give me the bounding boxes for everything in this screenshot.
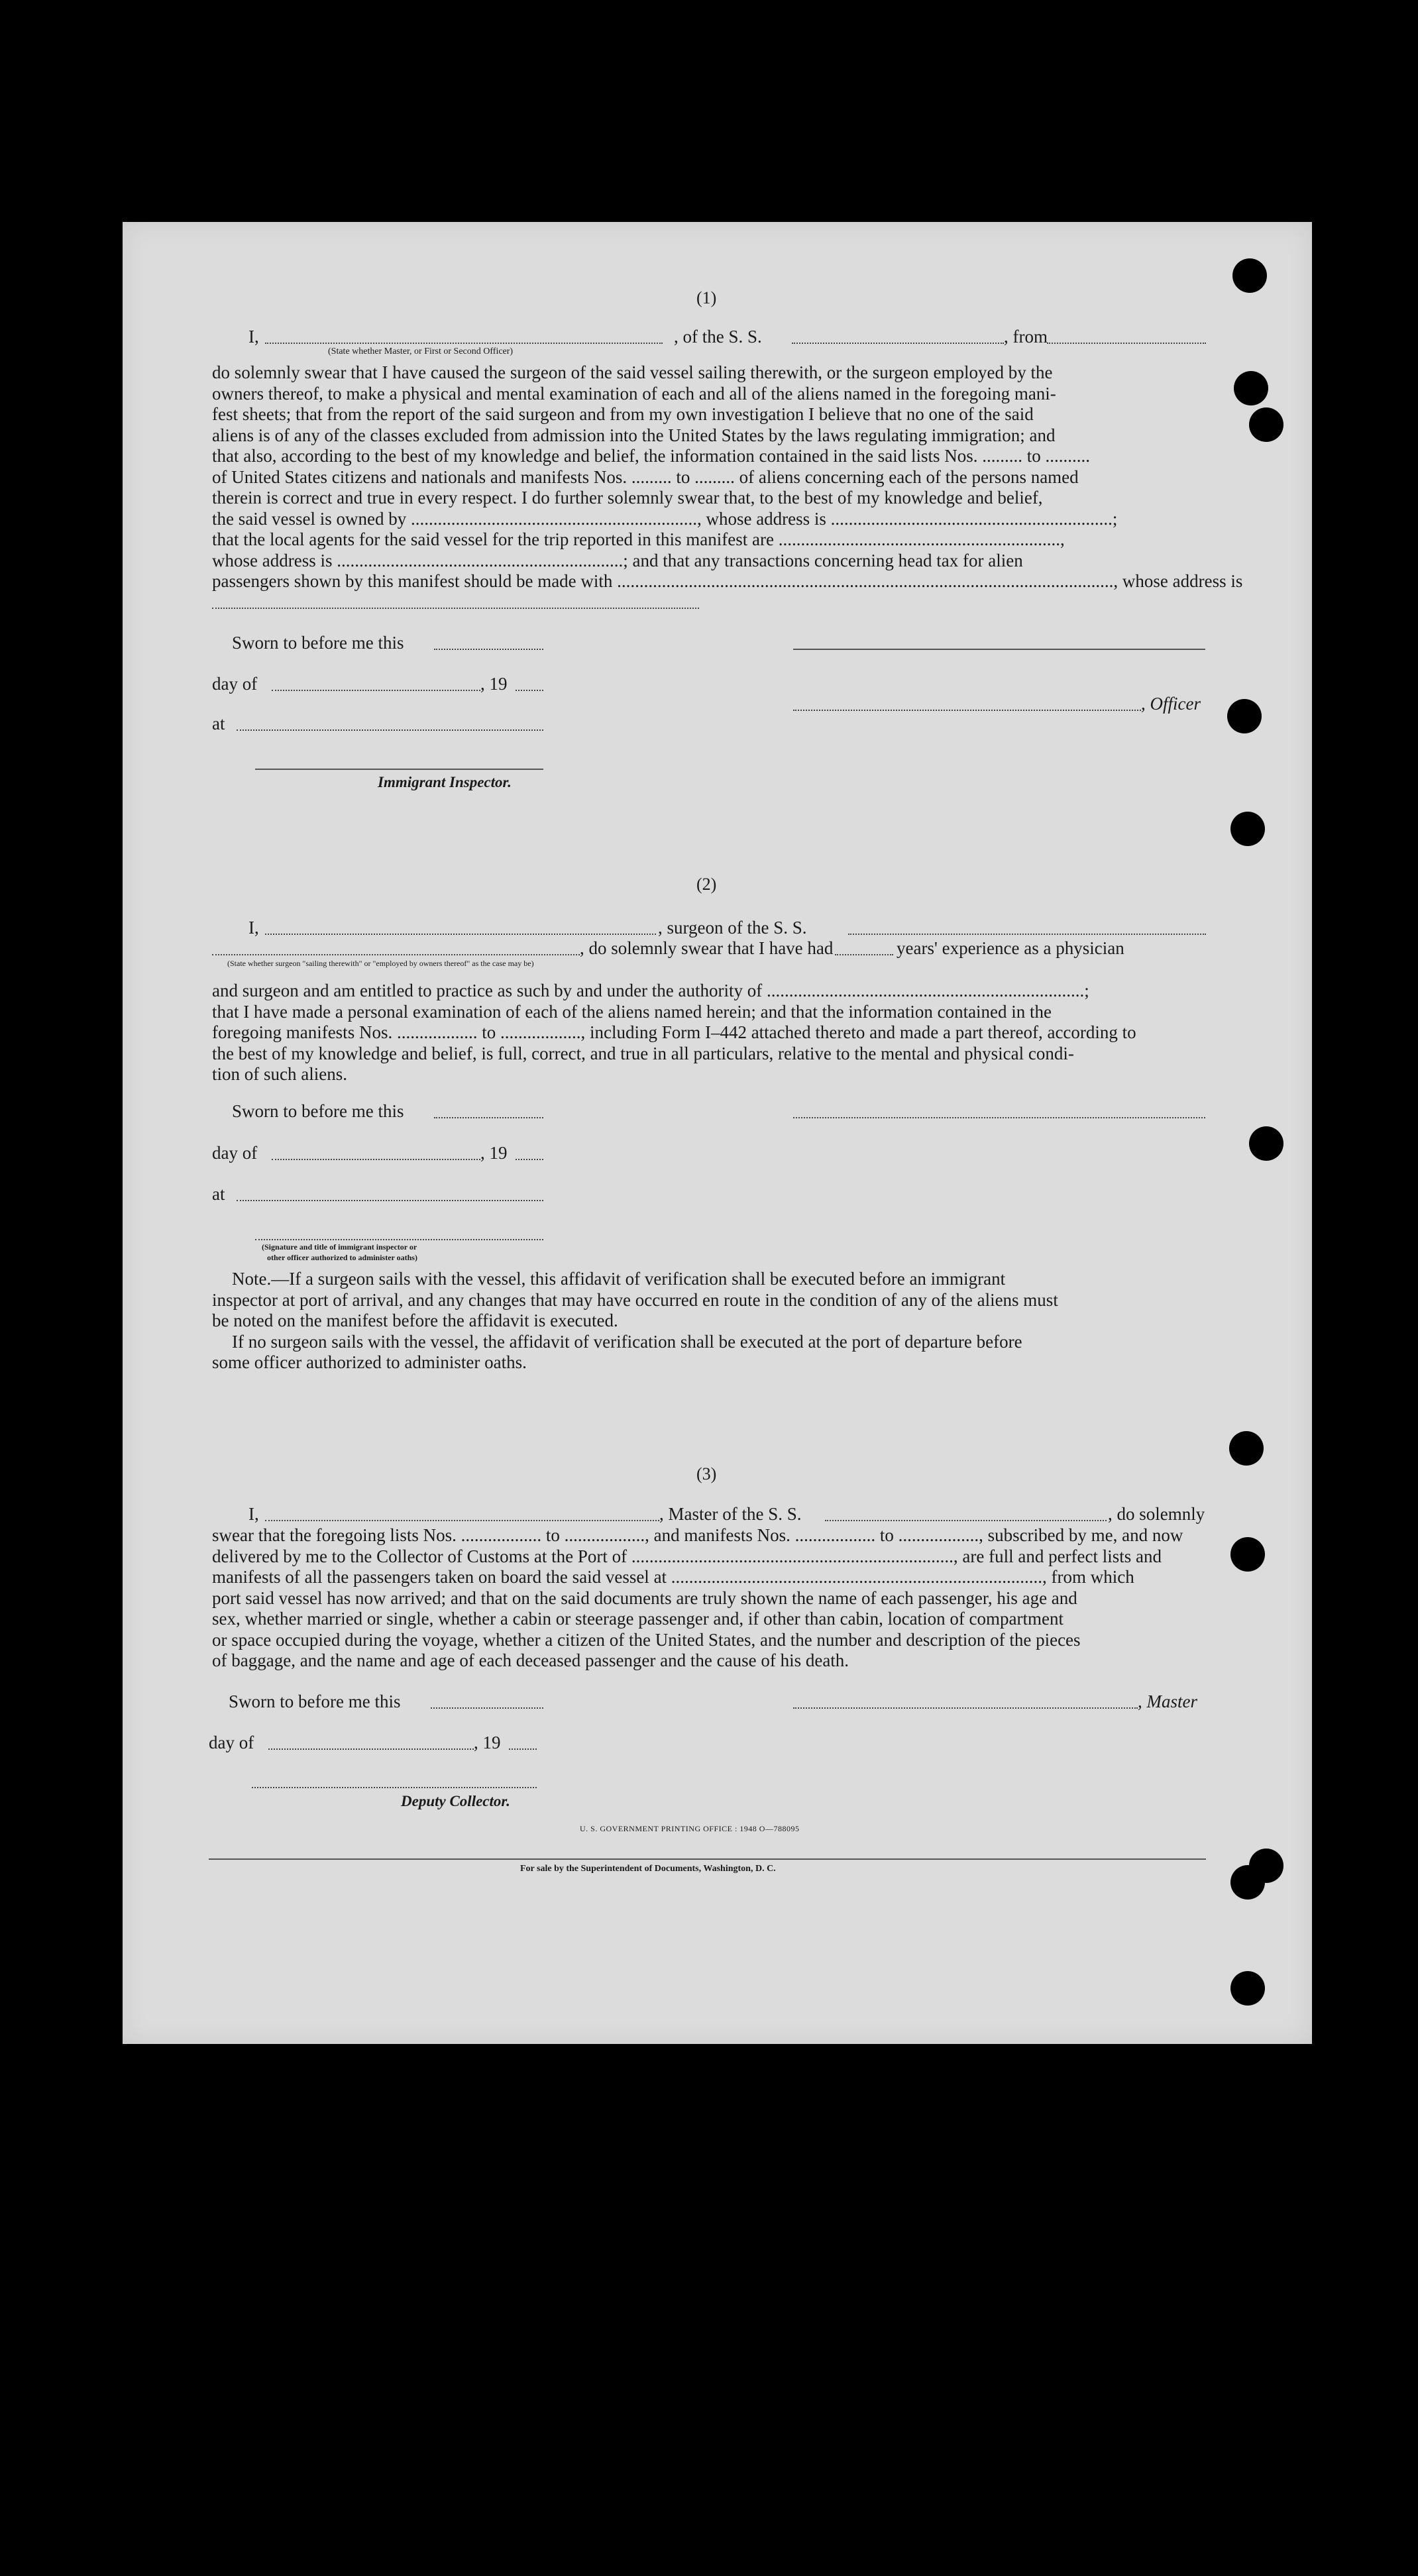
sworn-label: Sworn to before me this — [232, 633, 404, 653]
day-of-label: day of — [212, 674, 258, 694]
ship-name-line — [848, 934, 1206, 935]
master-signature-line — [793, 1707, 1138, 1709]
note-line: If no surgeon sails with the vessel, the affidavit of verification shall be executed at the port of departure before — [232, 1331, 1022, 1352]
at-line — [237, 1200, 543, 1201]
text-line: that the local agents for the said vessel for the trip reported in this manifest are ..............................................................., — [212, 529, 1065, 549]
punch-hole — [1249, 407, 1283, 442]
section1-body — [212, 362, 1243, 592]
surgeon-status-line — [212, 954, 580, 955]
text-line: port said vessel has now arrived; and that on the said documents are truly shown the name of each passenger, his age and — [212, 1587, 1077, 1608]
footer-rule — [209, 1858, 1206, 1860]
punch-hole — [1232, 258, 1267, 293]
from-port-line — [1047, 343, 1206, 344]
form-page — [123, 222, 1312, 2044]
section2-i: I, — [248, 918, 259, 938]
section1-number: (1) — [696, 288, 717, 307]
section1-from: , from — [1004, 327, 1048, 347]
text-line: swear that the foregoing lists Nos. .................. to .................., and manifests Nos. .................. to .................., subscribed by me, and now — [212, 1525, 1183, 1545]
text-line: the said vessel is owned by ................................................................, whose address is ...............................................................; — [212, 508, 1118, 529]
sworn-date-line — [431, 1707, 543, 1709]
sworn-label: Sworn to before me this — [229, 1691, 401, 1711]
text-line: the best of my knowledge and belief, is full, correct, and true in all particulars, relative to the mental and physical condi- — [212, 1043, 1074, 1063]
deputy-signature-line — [252, 1787, 537, 1788]
section3-body — [212, 1525, 1209, 1672]
text-line: aliens is of any of the classes excluded from admission into the United States by the laws regulating immigration; and — [212, 425, 1056, 445]
surgeon-signature-line — [793, 1117, 1205, 1118]
punch-hole — [1229, 1431, 1264, 1466]
section3-swear: , do solemnly — [1108, 1504, 1205, 1524]
punch-hole — [1234, 371, 1268, 405]
master-name-line — [265, 343, 663, 344]
punch-hole — [1230, 1537, 1265, 1572]
at-label: at — [212, 714, 225, 733]
signature-caption-2: other officer authorized to administer oaths) — [267, 1253, 417, 1262]
text-line: therein is correct and true in every respect. I do further solemnly swear that, to the best of my knowledge and belief, — [212, 488, 1043, 508]
ship-name-line — [792, 343, 1004, 344]
surgeon-caption: (State whether surgeon "sailing therewith" or "employed by owners thereof" as the case may be) — [227, 959, 534, 968]
note-line: inspector at port of arrival, and any changes that may have occurred en route in the condition of any of the aliens must — [212, 1289, 1058, 1310]
inspector-label: Immigrant Inspector. — [378, 774, 512, 790]
at-line — [237, 729, 543, 731]
surgeon-name-line — [265, 934, 656, 935]
day-line — [272, 1159, 480, 1160]
text-line: whose address is ................................................................; and that any transactions concerning head tax for alien — [212, 550, 1023, 570]
year-line — [516, 1159, 543, 1160]
ship-name-line — [825, 1520, 1107, 1521]
section2-years: years' experience as a physician — [897, 938, 1124, 958]
years-line — [835, 954, 893, 955]
sworn-date-line — [434, 1117, 543, 1118]
sworn-label: Sworn to before me this — [232, 1101, 404, 1121]
text-line: and surgeon and am entitled to practice as such by and under the authority of .......................................................................; — [212, 981, 1089, 1000]
punch-hole — [1230, 1971, 1265, 2006]
text-line: passengers shown by this manifest should be made with ..............................................................................................................., whose address is — [212, 571, 1243, 591]
section1-i: I, — [248, 327, 259, 347]
text-line: fest sheets; that from the report of the said surgeon and from my own investigation I believe that no one of the said — [212, 404, 1034, 424]
year-line — [516, 690, 543, 691]
text-line: of baggage, and the name and age of each deceased passenger and the cause of his death. — [212, 1650, 849, 1670]
section2-note — [212, 1269, 1209, 1373]
punch-hole — [1230, 812, 1265, 846]
text-line: tion of such aliens. — [212, 1064, 347, 1084]
text-line: owners thereof, to make a physical and mental examination of each and all of the aliens named in the foregoing mani- — [212, 383, 1056, 403]
officer-signature-line — [793, 649, 1205, 650]
day-of-label: day of — [209, 1733, 254, 1752]
section3-number: (3) — [696, 1464, 717, 1483]
master-label: , Master — [1138, 1691, 1197, 1711]
section3-master: , Master of the S. S. — [659, 1504, 802, 1524]
year-label: , 19 — [474, 1733, 501, 1752]
text-line: that I have made a personal examination of each of the aliens named herein; and that the information contained in the — [212, 1001, 1052, 1022]
year-label: , 19 — [480, 1143, 508, 1163]
note-line: Note.—If a surgeon sails with the vessel, this affidavit of verification shall be executed before an immigrant — [232, 1269, 1006, 1289]
section2-surgeon: , surgeon of the S. S. — [658, 918, 807, 938]
signature-caption-1: (Signature and title of immigrant inspector or — [262, 1242, 417, 1252]
officer-title-line — [793, 710, 1141, 711]
punch-hole — [1249, 1126, 1283, 1161]
day-line — [272, 690, 480, 691]
sworn-date-line — [434, 649, 543, 650]
day-line — [268, 1748, 474, 1750]
at-label: at — [212, 1184, 225, 1204]
master-caption: (State whether Master, or First or Second Officer) — [328, 347, 514, 356]
text-line: or space occupied during the voyage, whether a citizen of the United States, and the number and description of the pieces — [212, 1629, 1081, 1650]
text-line: delivered by me to the Collector of Customs at the Port of ........................................................................, are full and perfect lists and — [212, 1546, 1162, 1566]
section3-i: I, — [248, 1504, 259, 1524]
punch-hole — [1227, 699, 1262, 733]
text-line: that also, according to the best of my knowledge and belief, the information contained in the said lists Nos. ......... to .......... — [212, 446, 1090, 466]
gpo-imprint: U. S. GOVERNMENT PRINTING OFFICE : 1948 O—788095 — [580, 1824, 800, 1833]
inspector-signature-line — [255, 769, 543, 770]
section2-swear: , do solemnly swear that I have had — [580, 938, 834, 958]
officer-label: , Officer — [1141, 694, 1201, 714]
text-line: foregoing manifests Nos. .................. to .................., including Form I–442 attached thereto and made a part thereof, according to — [212, 1022, 1136, 1042]
day-of-label: day of — [212, 1143, 258, 1163]
deputy-label: Deputy Collector. — [401, 1793, 510, 1809]
punch-hole — [1249, 1849, 1283, 1883]
note-line: be noted on the manifest before the affidavit is executed. — [212, 1311, 618, 1330]
text-line: of United States citizens and nationals and manifests Nos. ......... to ......... of aliens concerning each of the persons named — [212, 466, 1079, 487]
section2-body — [212, 981, 1209, 1085]
text-line: do solemnly swear that I have caused the surgeon of the said vessel sailing therewith, or the surgeon employed by the — [212, 362, 1053, 382]
sale-notice: For sale by the Superintendent of Documents, Washington, D. C. — [520, 1864, 776, 1874]
section1-ss: , of the S. S. — [674, 327, 762, 347]
section2-number: (2) — [696, 875, 717, 894]
year-line — [509, 1748, 537, 1750]
master-name-line — [265, 1520, 659, 1521]
address-line — [212, 608, 699, 609]
text-line: sex, whether married or single, whether a cabin or steerage passenger and, if other than cabin, location of compartment — [212, 1609, 1064, 1629]
text-line: manifests of all the passengers taken on board the said vessel at ..................................................................................., from which — [212, 1567, 1134, 1587]
note-line: some officer authorized to administer oaths. — [212, 1352, 527, 1372]
signature-line — [255, 1239, 543, 1240]
year-label: , 19 — [480, 674, 508, 694]
